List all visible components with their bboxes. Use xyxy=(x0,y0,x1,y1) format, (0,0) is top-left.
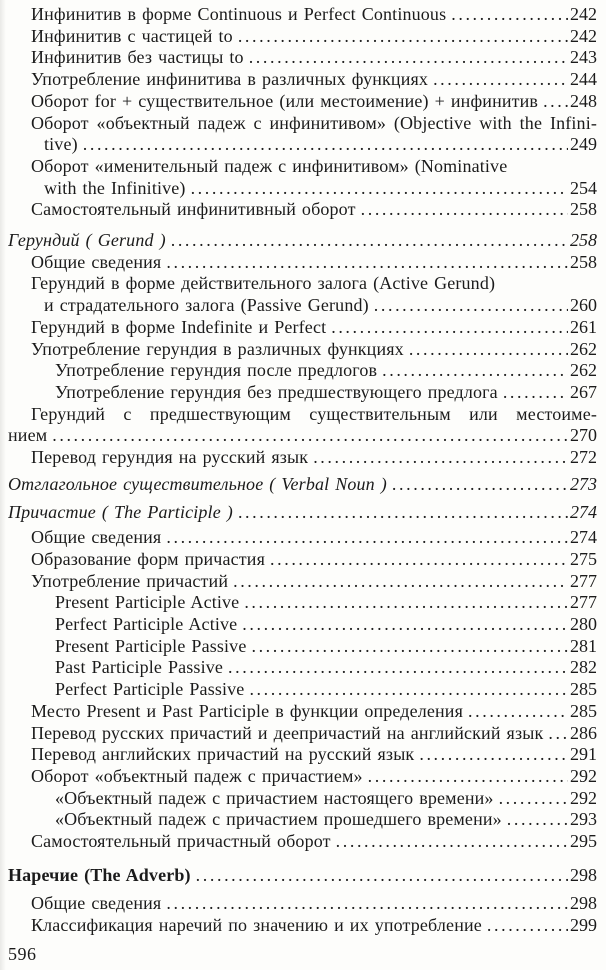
toc-entry-line xyxy=(8,4,597,26)
dot-leader xyxy=(499,788,568,810)
toc-entry-line-text: и страдательного залога (Passive Gerund) xyxy=(44,295,369,316)
toc-entry-line xyxy=(8,273,597,295)
page-number-ref: 292 xyxy=(570,765,597,786)
toc-entry-line xyxy=(8,831,597,853)
page-number-ref: 286 xyxy=(570,722,597,743)
page-number-ref: 254 xyxy=(570,177,597,198)
toc-entry-line xyxy=(8,657,597,679)
page-number-ref: 248 xyxy=(570,90,597,111)
toc-entry-line-text: Герундий в форме Indefinite и Perfect xyxy=(31,316,327,337)
dot-leader xyxy=(244,592,568,614)
toc-entry-line-text: Употребление инфинитива в различных функциях xyxy=(31,69,429,90)
dot-leader xyxy=(171,230,568,252)
page-number-ref: 267 xyxy=(570,381,597,402)
page-number-ref: 262 xyxy=(570,338,597,359)
toc-entry-line-text: Образование форм причастия xyxy=(31,548,266,569)
toc-entry-line-text: Present Participle Active xyxy=(55,592,240,613)
toc-entry-line xyxy=(8,26,597,48)
toc-entry-line-text: Общие сведения xyxy=(31,893,162,914)
page-number-ref: 258 xyxy=(570,230,597,251)
toc-entry-line-text: Употребление герундия в различных функциях xyxy=(31,338,404,359)
dot-leader xyxy=(409,339,568,361)
toc-entry-line-text: Инфинитив в форме Continuous и Perfect Continuous xyxy=(31,4,447,24)
page-number-ref: 291 xyxy=(570,744,597,765)
toc-heading xyxy=(8,230,597,252)
toc-entry-line-text: Перевод английских причастий на русский язык xyxy=(31,744,415,765)
toc-entry-line xyxy=(8,360,597,382)
toc-entry-line-text: Перевод герундия на русский язык xyxy=(31,447,309,468)
toc-entry-line xyxy=(8,425,597,447)
dot-leader xyxy=(331,317,568,339)
page-number-ref: 274 xyxy=(570,527,597,548)
dot-leader xyxy=(166,893,568,915)
toc-entry-line xyxy=(8,809,597,831)
page-number-ref: 282 xyxy=(570,657,597,678)
toc-entry-line-text: Оборот «именительный падеж с инфинитивом» (Nominative xyxy=(31,155,508,176)
page-number-ref: 258 xyxy=(570,251,597,272)
toc-section xyxy=(8,865,597,937)
toc-entry-line-text: Место Present и Past Participle в функции определения xyxy=(31,700,464,721)
page-number-ref: 298 xyxy=(570,864,597,885)
page-number-ref: 295 xyxy=(570,831,597,852)
toc-entry-line-text: tive) xyxy=(44,134,78,155)
page-number-ref: 243 xyxy=(570,47,597,68)
toc-entry-line xyxy=(8,199,597,221)
page-number-ref: 242 xyxy=(570,25,597,46)
toc-entry-line xyxy=(8,156,597,178)
toc-entry-line xyxy=(8,527,597,549)
page-number-ref: 292 xyxy=(570,787,597,808)
toc-heading-text: Герундий ( Gerund ) xyxy=(8,230,166,251)
page-number-ref: 258 xyxy=(570,199,597,220)
toc-section xyxy=(8,502,597,852)
dot-leader xyxy=(419,744,568,766)
dot-leader xyxy=(392,474,568,496)
dot-leader xyxy=(336,831,568,853)
toc-entry-line xyxy=(8,317,597,339)
toc-entry-line xyxy=(8,592,597,614)
toc-entry-line-text: Present Participle Passive xyxy=(55,635,247,656)
dot-leader xyxy=(543,91,568,113)
toc-heading-text: Наречие (The Adverb) xyxy=(8,864,191,885)
dot-leader xyxy=(228,657,568,679)
toc-entry-line xyxy=(8,252,597,274)
toc-entry-line xyxy=(8,723,597,745)
dot-leader xyxy=(382,360,568,382)
toc-entry-line xyxy=(8,788,597,810)
dot-leader xyxy=(507,809,568,831)
dot-leader xyxy=(83,134,568,156)
toc-entry-line xyxy=(8,636,597,658)
toc-entry-line-text: Perfect Participle Passive xyxy=(55,679,245,700)
toc-entry-line-text: Самостоятельный причастный оборот xyxy=(31,831,331,852)
page-number-ref: 277 xyxy=(570,570,597,591)
page-number-ref: 242 xyxy=(570,4,597,24)
page-number-ref: 281 xyxy=(570,635,597,656)
dot-leader xyxy=(503,382,568,404)
toc-entry-line-text: with the Infinitive) xyxy=(44,177,186,198)
dot-leader xyxy=(52,425,568,447)
page-number-ref: 261 xyxy=(570,316,597,337)
toc-entry-line-text: Оборот «объектный падеж с причастием» xyxy=(31,765,363,786)
dot-leader xyxy=(487,915,568,937)
toc-entry-line xyxy=(8,915,597,937)
page-number-ref: 285 xyxy=(570,700,597,721)
dot-leader xyxy=(451,4,568,26)
toc-entry-line xyxy=(8,47,597,69)
dot-leader xyxy=(238,26,568,48)
toc-entry-line xyxy=(8,69,597,91)
toc-entry-line xyxy=(8,447,597,469)
toc-entry-line xyxy=(8,404,597,426)
page-number-ref: 273 xyxy=(570,473,597,494)
table-of-contents xyxy=(8,4,597,937)
page-number-ref: 260 xyxy=(570,295,597,316)
dot-leader xyxy=(166,527,568,549)
toc-entry-line-text: Употребление герундия после предлогов xyxy=(55,360,378,381)
toc-entry-line-text: Инфинитив с частицей to xyxy=(31,25,233,46)
toc-entry-line xyxy=(8,571,597,593)
page-number-ref: 277 xyxy=(570,592,597,613)
page-number-ref: 244 xyxy=(570,69,597,90)
toc-entry-line xyxy=(8,893,597,915)
toc-entry-line-text: Классификация наречий по значению и их употребление xyxy=(31,915,482,936)
toc-heading-text: Причастие ( The Participle ) xyxy=(8,502,233,523)
dot-leader xyxy=(548,723,568,745)
page-number-ref: 272 xyxy=(570,447,597,468)
toc-entry-line-text: «Объектный падеж с причастием прошедшего времени» xyxy=(55,809,502,830)
toc-section xyxy=(8,474,597,496)
dot-leader xyxy=(191,178,568,200)
dot-leader xyxy=(468,701,568,723)
toc-entry-line-text: Герундий в форме действительного залога (Active Gerund) xyxy=(31,273,496,294)
toc-entry-line-text: Самостоятельный инфинитивный оборот xyxy=(31,199,356,220)
dot-leader xyxy=(368,766,568,788)
toc-entry-line xyxy=(8,339,597,361)
page-number-ref: 270 xyxy=(570,425,597,446)
page-number-ref: 280 xyxy=(570,613,597,634)
toc-section xyxy=(8,4,597,221)
page-number-ref: 275 xyxy=(570,548,597,569)
page-number-ref: 293 xyxy=(570,809,597,830)
toc-entry-line-text: нием xyxy=(8,425,48,446)
toc-entry-line xyxy=(8,614,597,636)
page-number-ref: 299 xyxy=(570,915,597,936)
toc-entry-line-text: Оборот «объектный падеж с инфинитивом» (Objective with the Infini- xyxy=(31,112,597,133)
page-number-ref: 262 xyxy=(570,360,597,381)
toc-entry-line xyxy=(8,295,597,317)
toc-entry-line xyxy=(8,113,597,135)
toc-entry-line xyxy=(8,178,597,200)
dot-leader xyxy=(249,47,568,69)
dot-leader xyxy=(242,614,568,636)
toc-heading xyxy=(8,474,597,496)
toc-entry-line-text: Оборот for + существительное (или местоимение) + инфинитив xyxy=(31,90,539,111)
toc-heading xyxy=(8,502,597,524)
page-number-ref: 298 xyxy=(570,893,597,914)
toc-section xyxy=(8,230,597,469)
dot-leader xyxy=(270,549,568,571)
toc-entry-line xyxy=(8,134,597,156)
toc-entry-line-text: «Объектный падеж с причастием настоящего времени» xyxy=(55,787,494,808)
toc-entry-line-text: Общие сведения xyxy=(31,527,162,548)
toc-entry-line xyxy=(8,679,597,701)
dot-leader xyxy=(433,69,568,91)
toc-entry-line xyxy=(8,91,597,113)
dot-leader xyxy=(251,636,568,658)
toc-entry-line xyxy=(8,701,597,723)
dot-leader xyxy=(361,199,568,221)
toc-entry-line-text: Общие сведения xyxy=(31,251,162,272)
toc-entry-line xyxy=(8,549,597,571)
toc-entry-line xyxy=(8,744,597,766)
dot-leader xyxy=(238,502,568,524)
dot-leader xyxy=(249,679,568,701)
toc-entry-line-text: Perfect Participle Active xyxy=(55,613,238,634)
dot-leader xyxy=(313,447,568,469)
toc-heading xyxy=(8,865,597,887)
dot-leader xyxy=(196,865,568,887)
folio-page-number: 596 xyxy=(8,944,37,964)
toc-entry-line-text: Герундий с предшествующим существительным или местоиме- xyxy=(31,403,597,424)
dot-leader xyxy=(233,571,568,593)
toc-entry-line-text: Инфинитив без частицы to xyxy=(31,47,244,68)
toc-heading-text: Отглагольное существительное ( Verbal Noun ) xyxy=(8,473,387,494)
page-number-ref: 249 xyxy=(570,134,597,155)
toc-entry-line-text: Употребление герундия без предшествующего предлога xyxy=(55,381,498,402)
toc-entry-line-text: Перевод русских причастий и деепричастий на английский язык xyxy=(31,722,544,743)
dot-leader xyxy=(166,252,568,274)
toc-entry-line xyxy=(8,382,597,404)
page-number-ref: 274 xyxy=(570,502,597,523)
toc-entry-line xyxy=(8,766,597,788)
page-number-ref: 285 xyxy=(570,679,597,700)
dot-leader xyxy=(374,295,568,317)
toc-entry-line-text: Употребление причастий xyxy=(31,570,229,591)
toc-entry-line-text: Past Participle Passive xyxy=(55,657,224,678)
